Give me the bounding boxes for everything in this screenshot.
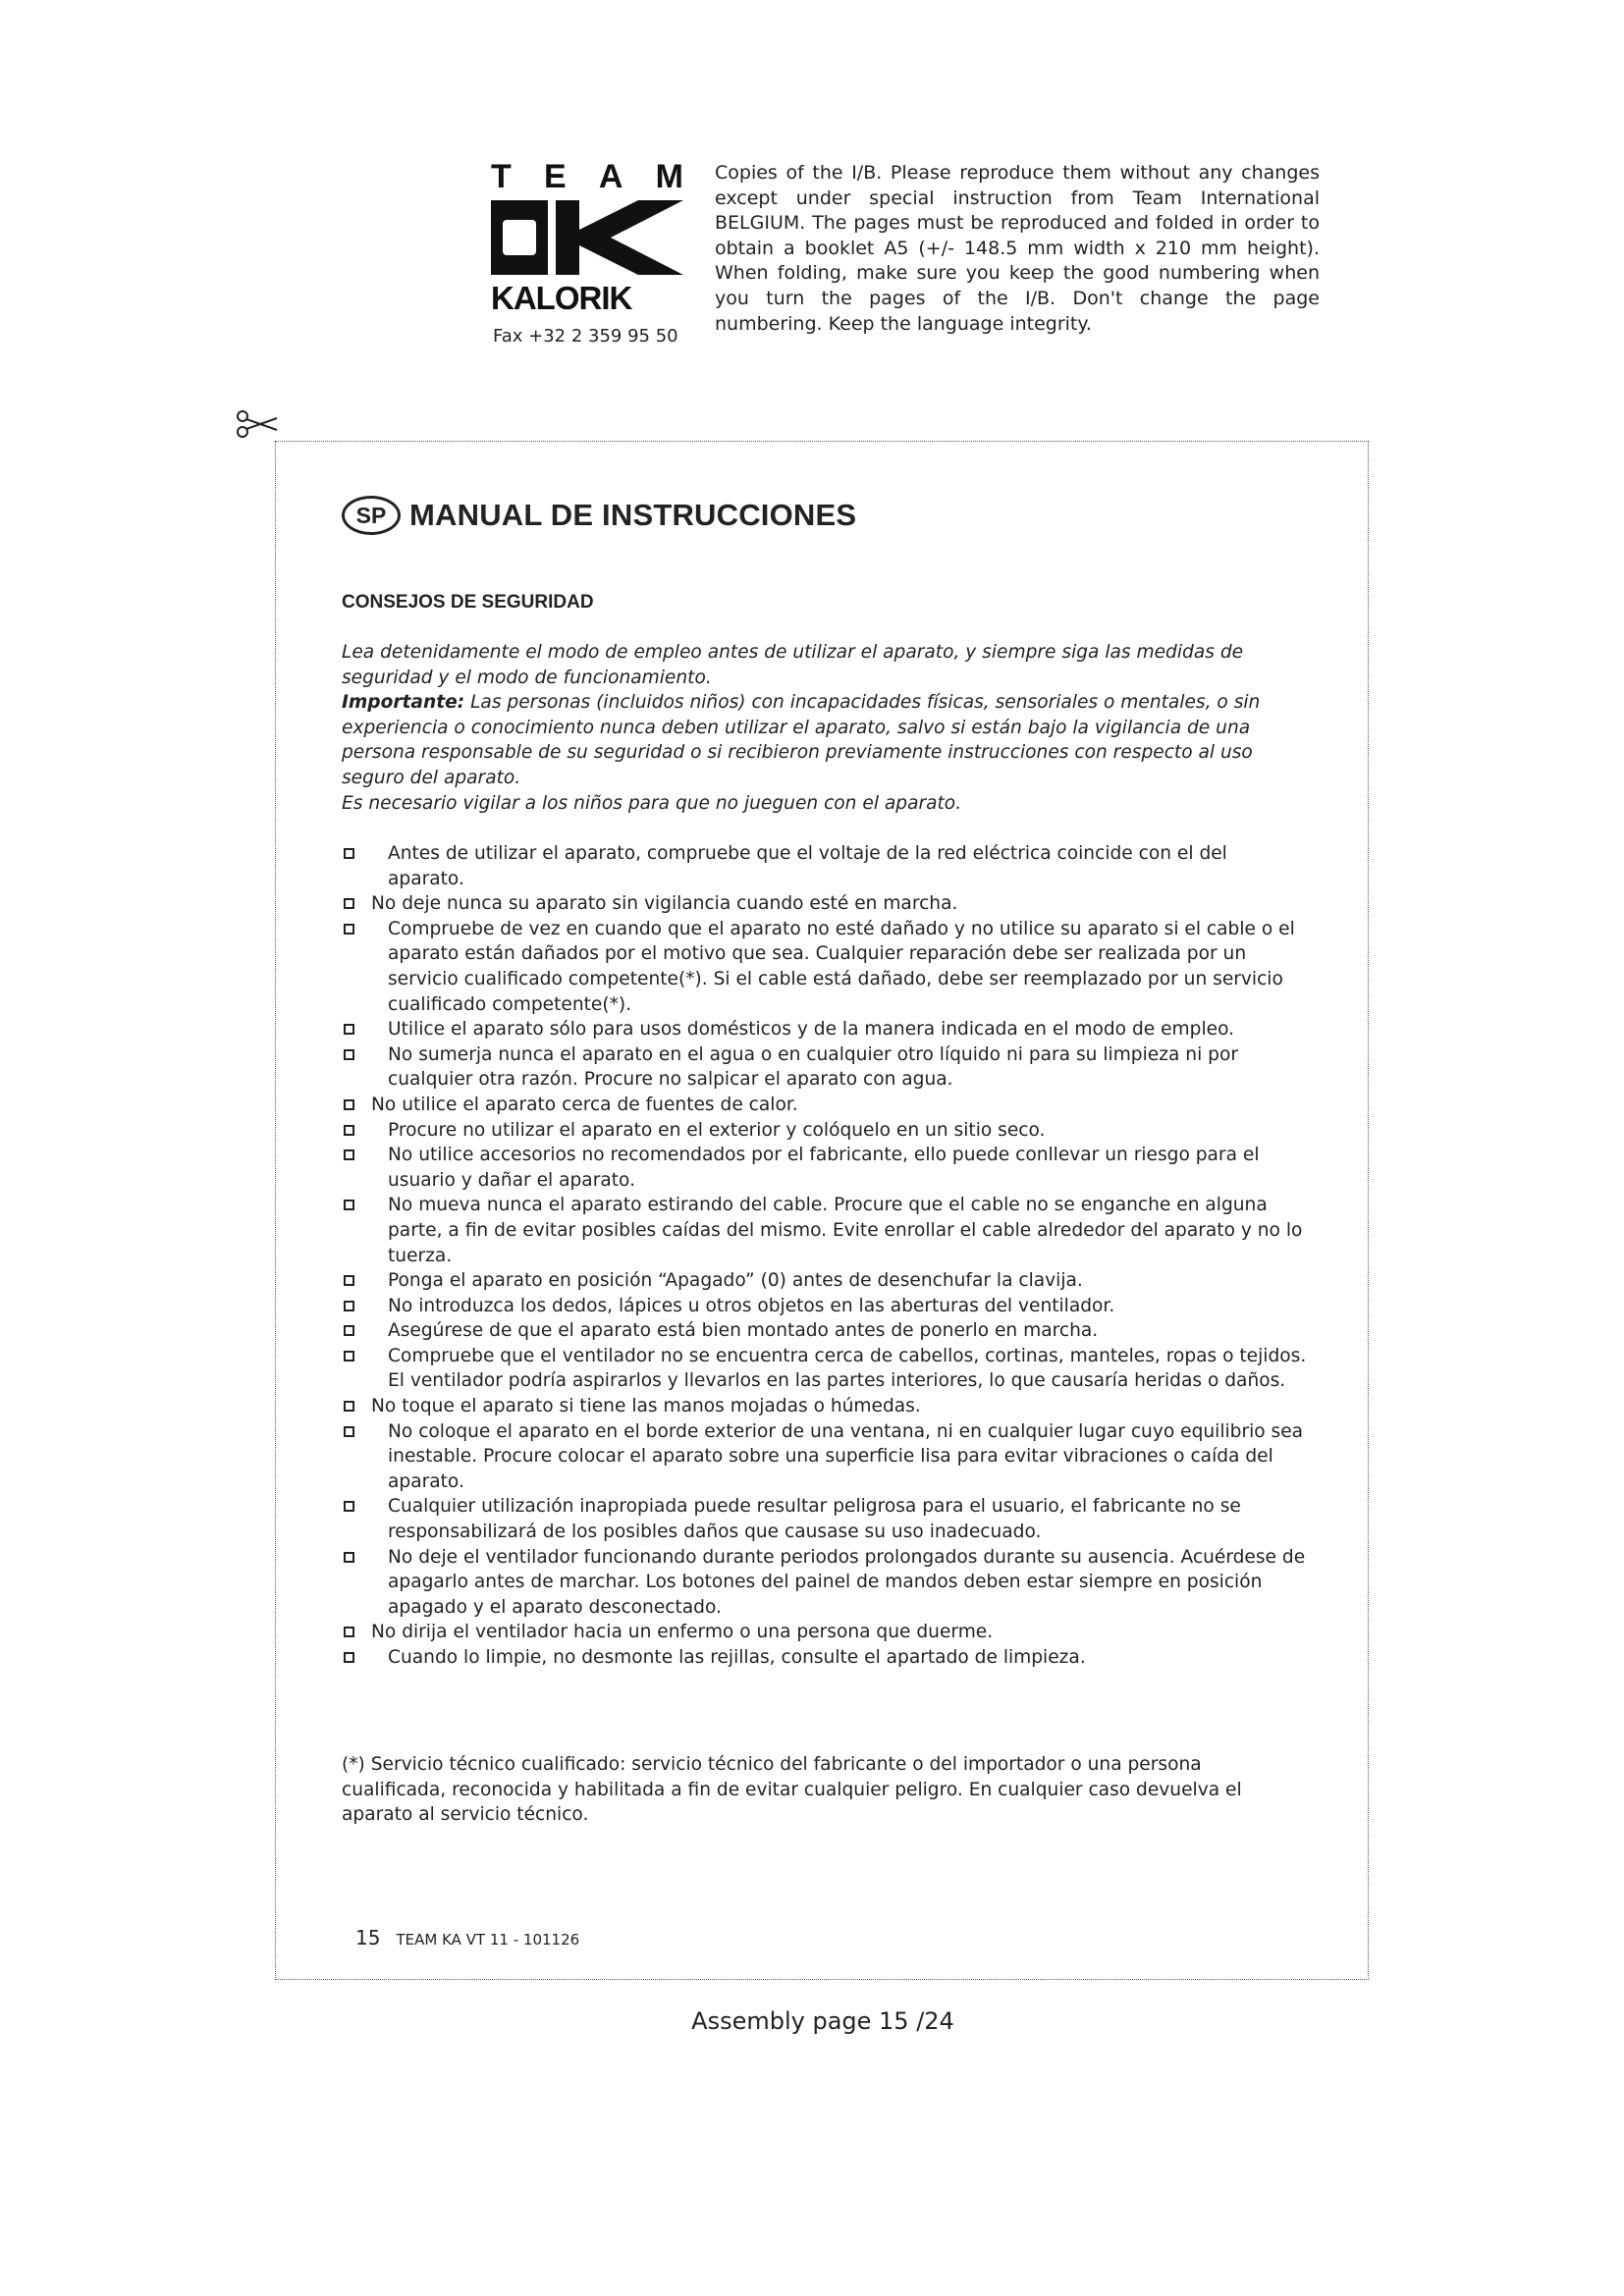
safety-item-text: No deje nunca su aparato sin vigilancia cuando esté en marcha. bbox=[371, 893, 958, 915]
safety-item bbox=[342, 1017, 1309, 1042]
safety-item-text: Procure no utilizar el aparato en el exterior y colóquelo en un sitio seco. bbox=[388, 1119, 1046, 1141]
logo-wordmark: KALORIK bbox=[491, 280, 632, 316]
safety-item bbox=[342, 1494, 1309, 1544]
safety-item bbox=[342, 841, 1309, 891]
checkbox-bullet-icon bbox=[344, 1275, 354, 1286]
language-badge: SP bbox=[342, 496, 401, 535]
checkbox-bullet-icon bbox=[344, 1552, 354, 1563]
safety-item bbox=[342, 1143, 1309, 1193]
checkbox-bullet-icon bbox=[344, 1325, 354, 1336]
safety-item-text: No introduzca los dedos, lápices u otros objetos en las aberturas del ventilador. bbox=[388, 1295, 1115, 1316]
safety-item bbox=[342, 1042, 1309, 1093]
safety-list bbox=[342, 841, 1309, 1671]
safety-item bbox=[342, 1645, 1309, 1671]
safety-item-text: Asegúrese de que el aparato está bien montado antes de ponerlo en marcha. bbox=[388, 1320, 1099, 1342]
safety-intro bbox=[342, 640, 1309, 816]
safety-item bbox=[342, 1318, 1309, 1344]
reproduction-instructions: Copies of the I/B. Please reproduce them without any changes except under special instruction from Team International BELGIUM. The pages must be reproduced and folded in order to obtain a booklet A5 (+/- 148.5 mm width x 210 mm height). When folding, make sure you keep the good numbering when you turn the pages of the I/B. Don't change the page numbering. Keep the language integrity. bbox=[715, 162, 1320, 335]
logo-team-letters bbox=[491, 159, 683, 194]
safety-item bbox=[342, 1394, 1309, 1419]
intro-important bbox=[342, 690, 1309, 790]
safety-item-text: Antes de utilizar el aparato, compruebe que el voltaje de la red eléctrica coincide con el del aparato. bbox=[388, 843, 1227, 889]
safety-item bbox=[342, 917, 1309, 1017]
safety-item bbox=[342, 891, 1309, 917]
safety-item-text: No dirija el ventilador hacia un enfermo o una persona que duerme. bbox=[371, 1622, 994, 1643]
checkbox-bullet-icon bbox=[344, 1125, 354, 1136]
intro-paragraph: Lea detenidamente el modo de empleo antes de utilizar el aparato, y siempre siga las medidas de seguridad y el modo de funcionamiento. bbox=[342, 642, 1244, 688]
logo-letter: E bbox=[543, 158, 567, 195]
checkbox-bullet-icon bbox=[344, 1099, 354, 1110]
manual-title-text: MANUAL DE INSTRUCCIONES bbox=[409, 498, 857, 532]
checkbox-bullet-icon bbox=[344, 848, 354, 859]
checkbox-bullet-icon bbox=[344, 1401, 354, 1412]
safety-item-text: Cuando lo limpie, no desmonte las rejillas, consulte el apartado de limpieza. bbox=[388, 1647, 1086, 1668]
checkbox-bullet-icon bbox=[344, 1200, 354, 1210]
safety-item-text: Compruebe de vez en cuando que el aparato no esté dañado y no utilice su aparato si el cable o el aparato están dañados por el motivo que sea. Cualquier reparación debe ser realizada por un servicio cualificado competente(*). Si el cable está dañado, debe ser reemplazado por un servicio cualificado competente(*). bbox=[388, 918, 1295, 1015]
checkbox-bullet-icon bbox=[344, 1652, 354, 1663]
page-number: 15 bbox=[355, 1926, 381, 1949]
page-footer bbox=[355, 1926, 579, 1949]
logo-letter: M bbox=[655, 158, 683, 195]
safety-item bbox=[342, 1093, 1309, 1118]
safety-item-text: No toque el aparato si tiene las manos mojadas o húmedas. bbox=[371, 1396, 921, 1417]
checkbox-bullet-icon bbox=[344, 1627, 354, 1637]
kalorik-k-emblem-icon bbox=[491, 200, 683, 275]
checkbox-bullet-icon bbox=[344, 924, 354, 934]
checkbox-bullet-icon bbox=[344, 898, 354, 909]
checkbox-bullet-icon bbox=[344, 1351, 354, 1362]
safety-item bbox=[342, 1294, 1309, 1319]
important-label: Importante: bbox=[342, 692, 465, 714]
safety-item-text: No deje el ventilador funcionando durante periodos prolongados durante su ausencia. Acuérdese de apagarlo antes de marchar. Los botones del painel de mandos deben estar siempre en posición apagado y el aparato desconectado. bbox=[388, 1546, 1306, 1618]
safety-item bbox=[342, 1419, 1309, 1495]
logo-letter: A bbox=[598, 158, 623, 195]
scissors-icon bbox=[236, 408, 279, 440]
safety-item bbox=[342, 1344, 1309, 1394]
checkbox-bullet-icon bbox=[344, 1426, 354, 1437]
checkbox-bullet-icon bbox=[344, 1149, 354, 1160]
intro-paragraph: Es necesario vigilar a los niños para que no jueguen con el aparato. bbox=[342, 792, 962, 814]
safety-item-text: No utilice accesorios no recomendados por el fabricante, ello puede conllevar un riesgo para el usuario y dañar el aparato. bbox=[388, 1145, 1260, 1191]
fax-number: Fax +32 2 359 95 50 bbox=[493, 326, 678, 347]
checkbox-bullet-icon bbox=[344, 1501, 354, 1512]
footnote: (*) Servicio técnico cualificado: servicio técnico del fabricante o del importador o una persona cualificada, reconocida y habilitada a fin de evitar cualquier peligro. En cualquier caso devuelva el aparato al servicio técnico. bbox=[342, 1754, 1242, 1826]
logo-letter: T bbox=[491, 158, 512, 195]
safety-item-text: Utilice el aparato sólo para usos domésticos y de la manera indicada en el modo de empleo. bbox=[388, 1019, 1235, 1041]
safety-item-text: Compruebe que el ventilador no se encuentra cerca de cabellos, cortinas, manteles, ropas o tejidos. El ventilador podría aspirarlos y llevarlos en las partes interiores, lo que causaría heridas o daños. bbox=[388, 1345, 1307, 1392]
document-code: TEAM KA VT 11 - 101126 bbox=[396, 1931, 580, 1949]
checkbox-bullet-icon bbox=[344, 1049, 354, 1060]
checkbox-bullet-icon bbox=[344, 1301, 354, 1311]
safety-item-text: No utilice el aparato cerca de fuentes de calor. bbox=[371, 1094, 798, 1115]
safety-item-text: No mueva nunca el aparato estirando del cable. Procure que el cable no se enganche en alguna parte, a fin de evitar posibles caídas del mismo. Evite enrollar el cable alrededor del aparato y no lo tuerza. bbox=[388, 1195, 1303, 1266]
safety-item bbox=[342, 1545, 1309, 1621]
safety-item-text: No coloque el aparato en el borde exterior de una ventana, ni en cualquier lugar cuyo equilibrio sea inestable. Procure colocar el aparato sobre una superficie lisa para evitar vibraciones o caída del aparato. bbox=[388, 1420, 1304, 1492]
safety-item bbox=[342, 1193, 1309, 1268]
safety-item-text: No sumerja nunca el aparato en el agua o en cualquier otro líquido ni para su limpieza ni por cualquier otra razón. Procure no salpicar el aparato con agua. bbox=[388, 1043, 1238, 1091]
safety-item bbox=[342, 1620, 1309, 1645]
safety-item bbox=[342, 1118, 1309, 1144]
team-kalorik-logo bbox=[491, 159, 683, 316]
checkbox-bullet-icon bbox=[344, 1024, 354, 1035]
safety-item-text: Cualquier utilización inapropiada puede resultar peligrosa para el usuario, el fabricante no se responsabilizará de los posibles daños que causase su uso inadecuado. bbox=[388, 1496, 1241, 1543]
section-heading: CONSEJOS DE SEGURIDAD bbox=[342, 592, 594, 613]
important-text: Las personas (incluidos niños) con incapacidades físicas, sensoriales o mentales, o sin experiencia o conocimiento nunca deben utilizar el aparato, salvo si están bajo la vigilancia de una persona responsable de su seguridad o si recibieron previamente instrucciones con respecto al uso seguro del aparato. bbox=[342, 692, 1261, 788]
safety-item-text: Ponga el aparato en posición “Apagado” (0) antes de desenchufar la clavija. bbox=[388, 1270, 1083, 1292]
manual-title bbox=[342, 496, 856, 535]
safety-item bbox=[342, 1268, 1309, 1294]
assembly-page-label: Assembly page 15 /24 bbox=[691, 2007, 954, 2035]
